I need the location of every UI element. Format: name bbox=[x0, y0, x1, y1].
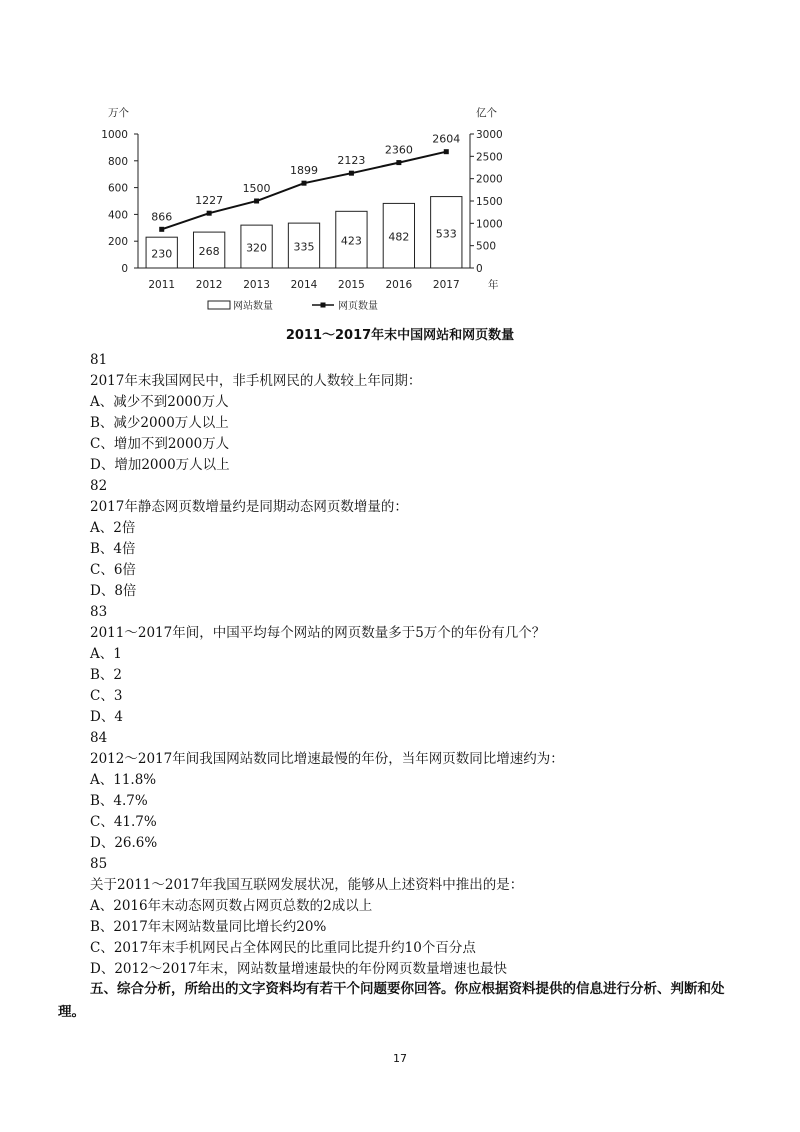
bar-value-label: 533 bbox=[435, 227, 457, 241]
chart-title: 2011～2017年末中国网站和网页数量 bbox=[285, 328, 515, 343]
line-value-label: 1500 bbox=[242, 182, 271, 195]
bar-value-label: 482 bbox=[388, 230, 410, 244]
question-stem: 2017年末我国网民中，非手机网民的人数较上年同期： bbox=[90, 373, 422, 389]
question-list bbox=[90, 350, 770, 980]
right-tick-label: 1000 bbox=[476, 218, 503, 231]
answer-option: D、4 bbox=[90, 709, 123, 725]
x-tick-label: 2012 bbox=[195, 279, 223, 291]
line-value-label: 2604 bbox=[432, 132, 461, 146]
bar-value-label: 320 bbox=[246, 241, 268, 255]
answer-option: D、2012～2017年末，网站数量增速最快的年份网页数量增速也最快 bbox=[90, 961, 508, 977]
question-number: 83 bbox=[90, 604, 108, 620]
right-tick-label: 1500 bbox=[476, 196, 503, 208]
answer-option: D、26.6% bbox=[90, 835, 158, 851]
answer-option: A、2016年末动态网页数占网页总数的2成以上 bbox=[90, 898, 373, 914]
x-tick-label: 2016 bbox=[385, 279, 413, 291]
section-heading-text: 五、综合分析，所给出的文字资料均有若干个问题要你回答。你应根据资料提供的信息进行分析、判断和处理。 bbox=[58, 981, 725, 1020]
right-tick-label: 3000 bbox=[476, 129, 503, 141]
left-tick-label: 600 bbox=[107, 182, 128, 195]
line-value-label: 1227 bbox=[195, 194, 224, 208]
answer-option: B、4倍 bbox=[90, 541, 136, 557]
bar-value-label: 335 bbox=[293, 240, 315, 254]
x-tick-label: 2017 bbox=[432, 279, 460, 291]
line-point bbox=[302, 181, 307, 186]
question-number: 84 bbox=[90, 730, 108, 746]
x-tick-label: 2011 bbox=[148, 279, 176, 291]
answer-option: C、6倍 bbox=[90, 562, 136, 578]
answer-option: C、2017年末手机网民占全体网民的比重同比提升约10个百分点 bbox=[90, 940, 476, 956]
answer-option: D、8倍 bbox=[90, 583, 137, 599]
bar-value-label: 423 bbox=[340, 234, 362, 248]
combo-chart bbox=[90, 100, 503, 325]
section-heading bbox=[58, 978, 748, 1024]
left-tick-label: 1000 bbox=[101, 129, 128, 141]
page-number: 17 bbox=[393, 1052, 407, 1065]
legend-line-label: 网页数量 bbox=[338, 301, 378, 312]
x-tick-label: 2015 bbox=[338, 279, 365, 291]
chart-legend bbox=[208, 299, 378, 312]
line-value-label: 1899 bbox=[290, 164, 318, 178]
x-tick-label: 2013 bbox=[243, 279, 270, 291]
answer-option: C、增加不到2000万人 bbox=[90, 436, 230, 452]
line-point bbox=[444, 149, 449, 154]
question-stem: 2012～2017年间我国网站数同比增速最慢的年份，当年网页数同比增速约为： bbox=[90, 751, 564, 767]
line-point bbox=[254, 199, 259, 204]
answer-option: B、2017年末网站数量同比增长约20% bbox=[90, 919, 327, 935]
line-point bbox=[396, 160, 401, 165]
line-point bbox=[207, 211, 212, 216]
answer-option: A、1 bbox=[90, 646, 122, 662]
question-number: 81 bbox=[90, 352, 108, 368]
line-value-label: 866 bbox=[151, 210, 173, 224]
right-tick-label: 0 bbox=[476, 263, 483, 275]
bar-series bbox=[146, 197, 462, 268]
answer-option: A、减少不到2000万人 bbox=[90, 394, 229, 410]
answer-option: B、2 bbox=[90, 667, 123, 683]
answer-option: A、11.8% bbox=[90, 772, 157, 788]
legend-bar-swatch bbox=[208, 301, 230, 309]
left-tick-label: 200 bbox=[107, 236, 128, 249]
bar-value-label: 230 bbox=[151, 247, 173, 261]
answer-option: D、增加2000万人以上 bbox=[90, 457, 230, 473]
line-point bbox=[159, 227, 164, 232]
left-unit-label: 万个 bbox=[108, 107, 129, 119]
answer-option: C、3 bbox=[90, 688, 123, 704]
answer-option: C、41.7% bbox=[90, 814, 157, 830]
line-value-label: 2360 bbox=[384, 143, 413, 157]
x-unit-label: 年 bbox=[488, 279, 499, 291]
line-value-label: 2123 bbox=[337, 154, 366, 168]
right-unit-label: 亿个 bbox=[476, 107, 497, 119]
question-number: 82 bbox=[90, 478, 108, 494]
bar-value-label: 268 bbox=[198, 245, 220, 259]
answer-option: B、减少2000万人以上 bbox=[90, 415, 229, 431]
right-tick-label: 2000 bbox=[476, 173, 503, 186]
right-tick-label: 2500 bbox=[476, 151, 503, 164]
line-point bbox=[349, 171, 354, 176]
left-tick-label: 0 bbox=[121, 263, 128, 275]
question-stem: 关于2011～2017年我国互联网发展状况，能够从上述资料中推出的是： bbox=[90, 877, 524, 893]
answer-option: B、4.7% bbox=[90, 793, 148, 809]
answer-option: A、2倍 bbox=[90, 520, 136, 536]
legend-bar-label: 网站数量 bbox=[233, 301, 273, 312]
question-stem: 2011～2017年间，中国平均每个网站的网页数量多于5万个的年份有几个？ bbox=[90, 625, 546, 641]
right-tick-label: 500 bbox=[476, 240, 497, 253]
question-stem: 2017年静态网页数增量约是同期动态网页数增量的： bbox=[90, 499, 408, 515]
x-tick-label: 2014 bbox=[290, 279, 318, 291]
left-tick-label: 400 bbox=[107, 209, 128, 222]
legend-line-marker bbox=[321, 303, 326, 308]
question-number: 85 bbox=[90, 856, 108, 872]
left-tick-label: 800 bbox=[107, 155, 128, 168]
